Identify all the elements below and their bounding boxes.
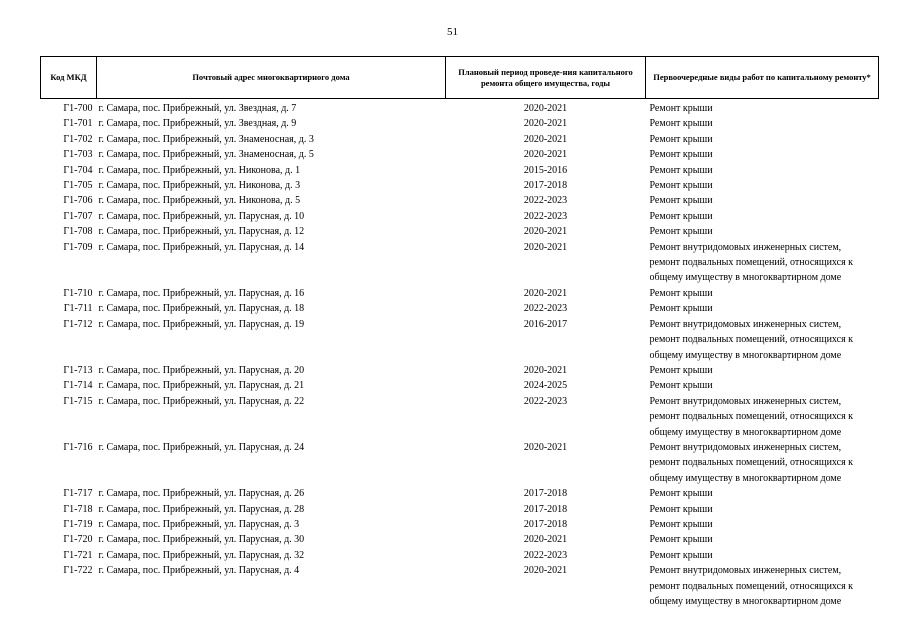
cell-period: 2022-2023	[523, 395, 568, 407]
table-row	[41, 132, 879, 147]
work-line: Ремонт крыши	[649, 303, 713, 315]
cell-code: Г1-720	[63, 534, 93, 546]
work-line: Ремонт крыши	[649, 488, 713, 500]
cell-address: г. Самара, пос. Прибрежный, ул. Парусная, д. 28	[98, 503, 305, 515]
work-line: Ремонт крыши	[649, 180, 713, 192]
table-row	[41, 301, 879, 316]
cell-address: г. Самара, пос. Прибрежный, ул. Парусная, д. 19	[98, 318, 305, 330]
cell-period: 2020-2021	[523, 226, 568, 238]
cell-code: Г1-703	[63, 149, 93, 161]
cell-address: г. Самара, пос. Прибрежный, ул. Парусная, д. 22	[98, 395, 305, 407]
work-line: общему имуществу в многоквартирном доме	[649, 426, 842, 438]
cell-code: Г1-700	[63, 103, 93, 114]
table-row	[41, 502, 879, 517]
cell-code: Г1-710	[63, 287, 93, 299]
cell-period: 2024-2025	[523, 380, 568, 392]
cell-works	[646, 99, 879, 117]
cell-code: Г1-718	[63, 503, 93, 515]
table-row	[41, 363, 879, 378]
cell-period: 2022-2023	[523, 303, 568, 315]
work-line: Ремонт крыши	[649, 133, 713, 145]
cell-works	[646, 440, 879, 486]
cell-period: 2020-2021	[523, 534, 568, 546]
cell-period: 2022-2023	[523, 195, 568, 207]
cell-code: Г1-707	[63, 210, 93, 222]
header-works: Первоочередные виды работ по капитальному ремонту*	[646, 57, 879, 99]
work-line: общему имуществу в многоквартирном доме	[649, 349, 842, 361]
work-line: Ремонт внутридомовых инженерных систем,	[649, 241, 842, 253]
cell-period: 2020-2021	[523, 441, 568, 453]
table-row	[41, 378, 879, 393]
work-line: Ремонт внутридомовых инженерных систем,	[649, 395, 842, 407]
cell-address: г. Самара, пос. Прибрежный, ул. Парусная, д. 4	[98, 565, 300, 577]
cell-works	[646, 532, 879, 547]
work-line: ремонт подвальных помещений, относящихся к	[649, 411, 854, 423]
cell-period: 2020-2021	[523, 565, 568, 577]
work-line: Ремонт крыши	[649, 380, 713, 392]
cell-works	[646, 163, 879, 178]
table-row	[41, 532, 879, 547]
cell-period: 2015-2016	[523, 164, 568, 176]
work-line: Ремонт крыши	[649, 195, 713, 207]
cell-period: 2017-2018	[523, 180, 568, 192]
cell-address: г. Самара, пос. Прибрежный, ул. Парусная, д. 18	[98, 303, 305, 315]
cell-address: г. Самара, пос. Прибрежный, ул. Звездная, д. 7	[98, 103, 297, 114]
table-row	[41, 317, 879, 363]
cell-code: Г1-717	[63, 488, 93, 500]
cell-address: г. Самара, пос. Прибрежный, ул. Никонова, д. 3	[98, 180, 301, 192]
work-line: общему имуществу в многоквартирном доме	[649, 472, 842, 484]
table-row	[41, 147, 879, 162]
cell-works	[646, 363, 879, 378]
work-line: общему имуществу в многоквартирном доме	[649, 596, 842, 607]
cell-code: Г1-719	[63, 518, 93, 530]
work-line: Ремонт крыши	[649, 287, 713, 299]
cell-code: Г1-722	[63, 565, 93, 577]
cell-address: г. Самара, пос. Прибрежный, ул. Никонова, д. 5	[98, 195, 301, 207]
table-row	[41, 486, 879, 501]
cell-address: г. Самара, пос. Прибрежный, ул. Парусная, д. 24	[98, 441, 305, 453]
cell-address: г. Самара, пос. Прибрежный, ул. Парусная, д. 14	[98, 241, 305, 253]
cell-works	[646, 486, 879, 501]
cell-period: 2016-2017	[523, 318, 568, 330]
cell-works	[646, 517, 879, 532]
cell-period: 2017-2018	[523, 503, 568, 515]
cell-period: 2017-2018	[523, 518, 568, 530]
cell-period: 2020-2021	[523, 149, 568, 161]
work-line: Ремонт крыши	[649, 149, 713, 161]
cell-code: Г1-709	[63, 241, 93, 253]
work-line: ремонт подвальных помещений, относящихся к	[649, 580, 854, 592]
work-line: ремонт подвальных помещений, относящихся к	[649, 257, 854, 269]
cell-works	[646, 178, 879, 193]
work-line: ремонт подвальных помещений, относящихся к	[649, 334, 854, 346]
cell-works	[646, 317, 879, 363]
cell-period: 2020-2021	[523, 364, 568, 376]
header-code: Код МКД	[41, 57, 97, 99]
table-header	[41, 57, 879, 99]
cell-period: 2020-2021	[523, 241, 568, 253]
table-row	[41, 116, 879, 131]
cell-works	[646, 209, 879, 224]
cell-works	[646, 548, 879, 563]
work-line: Ремонт крыши	[649, 364, 713, 376]
cell-code: Г1-714	[63, 380, 93, 392]
table-row	[41, 563, 879, 609]
cell-works	[646, 563, 879, 609]
work-line: Ремонт крыши	[649, 118, 713, 130]
cell-code: Г1-701	[63, 118, 93, 130]
work-line: Ремонт крыши	[649, 503, 713, 515]
cell-address: г. Самара, пос. Прибрежный, ул. Парусная, д. 16	[98, 287, 305, 299]
cell-code: Г1-704	[63, 164, 93, 176]
cell-address: г. Самара, пос. Прибрежный, ул. Парусная, д. 26	[98, 488, 305, 500]
cell-code: Г1-705	[63, 180, 93, 192]
work-line: ремонт подвальных помещений, относящихся к	[649, 457, 854, 469]
table-row	[41, 440, 879, 486]
cell-code: Г1-711	[63, 303, 93, 315]
cell-address: г. Самара, пос. Прибрежный, ул. Парусная, д. 10	[98, 210, 305, 222]
cell-code: Г1-721	[63, 549, 93, 561]
cell-address: г. Самара, пос. Прибрежный, ул. Парусная, д. 32	[98, 549, 305, 561]
cell-period: 2020-2021	[523, 133, 568, 145]
cell-works	[646, 147, 879, 162]
header-period: Плановый период проведе-ния капитального ремонта общего имущества, годы	[446, 57, 646, 99]
page-number: 51	[447, 26, 458, 38]
cell-works	[646, 193, 879, 208]
cell-address: г. Самара, пос. Прибрежный, ул. Парусная, д. 3	[98, 518, 300, 530]
work-line: Ремонт крыши	[649, 549, 713, 561]
cell-code: Г1-708	[63, 226, 93, 238]
work-line: Ремонт крыши	[649, 518, 713, 530]
cell-works	[646, 116, 879, 131]
capital-repair-table	[40, 56, 879, 609]
cell-works	[646, 224, 879, 239]
work-line: Ремонт крыши	[649, 534, 713, 546]
table-row	[41, 209, 879, 224]
cell-code: Г1-706	[63, 195, 93, 207]
cell-works	[646, 378, 879, 393]
cell-address: г. Самара, пос. Прибрежный, ул. Знаменосная, д. 3	[98, 133, 314, 145]
cell-works	[646, 502, 879, 517]
table-row	[41, 178, 879, 193]
cell-period: 2020-2021	[523, 118, 568, 130]
table-row	[41, 286, 879, 301]
header-row	[41, 57, 879, 99]
cell-code: Г1-702	[63, 133, 93, 145]
table-row	[41, 163, 879, 178]
table-body	[41, 99, 879, 610]
table-row	[41, 548, 879, 563]
cell-address: г. Самара, пос. Прибрежный, ул. Парусная, д. 30	[98, 534, 305, 546]
cell-code: Г1-716	[63, 441, 93, 453]
work-line: общему имуществу в многоквартирном доме	[649, 272, 842, 284]
cell-period: 2022-2023	[523, 549, 568, 561]
header-address: Почтовый адрес многоквартирного дома	[97, 57, 446, 99]
cell-code: Г1-712	[63, 318, 93, 330]
cell-address: г. Самара, пос. Прибрежный, ул. Парусная, д. 20	[98, 364, 305, 376]
cell-period: 2017-2018	[523, 488, 568, 500]
cell-address: г. Самара, пос. Прибрежный, ул. Парусная, д. 12	[98, 226, 305, 238]
table-row	[41, 99, 879, 117]
work-line: Ремонт крыши	[649, 103, 713, 114]
cell-works	[646, 394, 879, 440]
cell-address: г. Самара, пос. Прибрежный, ул. Никонова, д. 1	[98, 164, 301, 176]
cell-address: г. Самара, пос. Прибрежный, ул. Знаменосная, д. 5	[98, 149, 314, 161]
work-line: Ремонт крыши	[649, 210, 713, 222]
cell-address: г. Самара, пос. Прибрежный, ул. Звездная, д. 9	[98, 118, 297, 130]
cell-period: 2020-2021	[523, 287, 568, 299]
cell-works	[646, 286, 879, 301]
table-row	[41, 394, 879, 440]
table-row	[41, 224, 879, 239]
cell-works	[646, 240, 879, 286]
table-row	[41, 240, 879, 286]
cell-works	[646, 132, 879, 147]
work-line: Ремонт внутридомовых инженерных систем,	[649, 441, 842, 453]
cell-period: 2022-2023	[523, 210, 568, 222]
work-line: Ремонт внутридомовых инженерных систем,	[649, 565, 842, 577]
table-row	[41, 517, 879, 532]
work-line: Ремонт внутридомовых инженерных систем,	[649, 318, 842, 330]
work-line: Ремонт крыши	[649, 164, 713, 176]
cell-code: Г1-713	[63, 364, 93, 376]
table-row	[41, 193, 879, 208]
cell-address: г. Самара, пос. Прибрежный, ул. Парусная, д. 21	[98, 380, 305, 392]
cell-period: 2020-2021	[523, 103, 568, 114]
work-line: Ремонт крыши	[649, 226, 713, 238]
cell-code: Г1-715	[63, 395, 93, 407]
cell-works	[646, 301, 879, 316]
